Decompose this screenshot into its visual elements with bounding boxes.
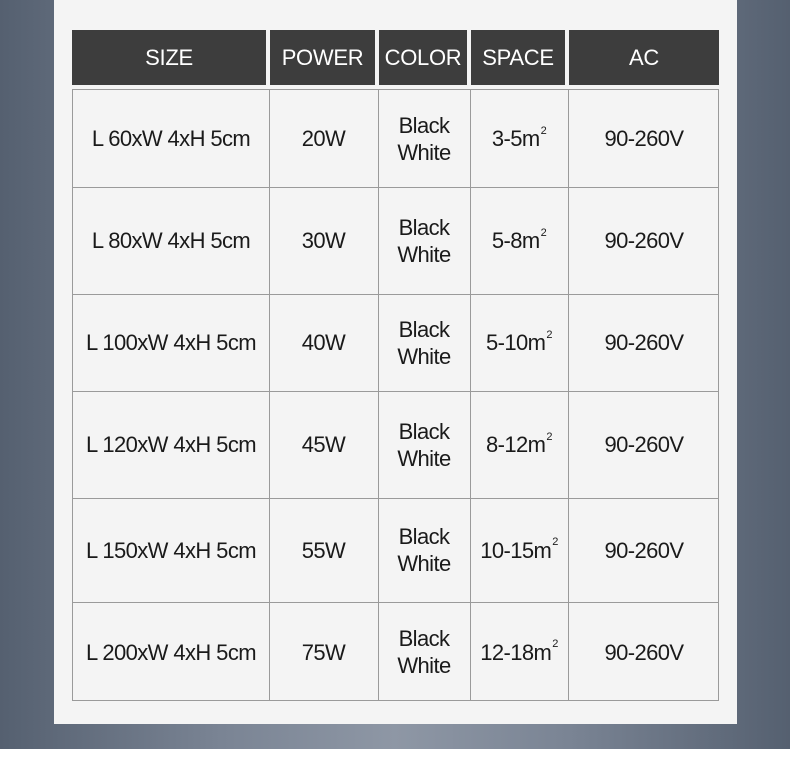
ac-value: 90-260V bbox=[604, 228, 684, 253]
cell-power bbox=[269, 498, 378, 602]
ac-value: 90-260V bbox=[604, 639, 684, 665]
size-value: L 100xW 4xH 5cm bbox=[86, 330, 256, 355]
cell-space bbox=[470, 294, 568, 391]
space-unit-superscript: 2 bbox=[540, 226, 547, 239]
cell-color bbox=[378, 602, 470, 702]
cell-ac bbox=[568, 391, 720, 498]
space-value bbox=[492, 227, 546, 254]
space-unit-superscript: 2 bbox=[546, 430, 552, 443]
header-power: POWER bbox=[270, 30, 375, 85]
header-color: COLOR bbox=[379, 30, 467, 85]
ac-value: 90-260V bbox=[604, 432, 684, 457]
color-value: White bbox=[397, 551, 451, 576]
power-value: 45W bbox=[301, 432, 346, 457]
color-value: White bbox=[397, 343, 451, 369]
header-space: SPACE bbox=[471, 30, 565, 85]
space-text: 5-10m bbox=[486, 330, 546, 355]
cell-size bbox=[73, 90, 269, 187]
cell-color bbox=[378, 90, 470, 187]
color-value: Black bbox=[398, 316, 450, 342]
power-value: 75W bbox=[301, 639, 346, 665]
ac-value: 90-260V bbox=[604, 330, 684, 355]
cell-size bbox=[73, 602, 269, 702]
cell-ac bbox=[568, 602, 720, 702]
cell-size bbox=[73, 294, 269, 391]
cell-power bbox=[269, 187, 378, 294]
cell-space bbox=[470, 498, 568, 602]
power-value: 55W bbox=[301, 537, 346, 563]
color-value: White bbox=[397, 139, 451, 165]
space-text: 3-5m bbox=[491, 126, 540, 151]
color-value: Black bbox=[398, 524, 450, 549]
ac-value: 90-260V bbox=[604, 126, 684, 151]
cell-space bbox=[470, 90, 568, 187]
cell-color bbox=[378, 187, 470, 294]
color-value: Black bbox=[398, 214, 450, 240]
space-text: 12-18m bbox=[480, 639, 552, 665]
size-value: L 120xW 4xH 5cm bbox=[86, 432, 256, 457]
spec-table bbox=[72, 89, 719, 701]
space-text: 10-15m bbox=[480, 537, 552, 563]
cell-space bbox=[470, 187, 568, 294]
ac-value: 90-260V bbox=[604, 537, 684, 563]
header-size: SIZE bbox=[72, 30, 266, 85]
cell-color bbox=[378, 294, 470, 391]
table-header bbox=[72, 30, 719, 85]
cell-size bbox=[73, 187, 269, 294]
space-unit-superscript: 2 bbox=[552, 638, 558, 651]
color-value: Black bbox=[398, 418, 450, 444]
color-value: White bbox=[397, 445, 451, 471]
cell-ac bbox=[568, 498, 720, 602]
cell-space bbox=[470, 602, 568, 702]
cell-ac bbox=[568, 294, 720, 391]
size-value: L 80xW 4xH 5cm bbox=[91, 228, 251, 253]
color-value: White bbox=[397, 241, 451, 267]
power-value: 30W bbox=[301, 228, 346, 253]
space-unit-superscript: 2 bbox=[546, 328, 552, 341]
space-value bbox=[486, 329, 552, 356]
space-unit-superscript: 2 bbox=[540, 124, 547, 137]
size-value: L 150xW 4xH 5cm bbox=[86, 537, 256, 563]
cell-size bbox=[73, 498, 269, 602]
space-text: 8-12m bbox=[486, 432, 546, 457]
header-ac: AC bbox=[569, 30, 719, 85]
power-value: 20W bbox=[301, 126, 346, 151]
space-value bbox=[486, 431, 552, 458]
space-unit-superscript: 2 bbox=[552, 536, 558, 549]
size-value: L 60xW 4xH 5cm bbox=[91, 126, 251, 151]
cell-space bbox=[470, 391, 568, 498]
color-value: Black bbox=[398, 112, 450, 138]
cell-power bbox=[269, 391, 378, 498]
cell-power bbox=[269, 90, 378, 187]
color-value: Black bbox=[398, 626, 450, 651]
space-value bbox=[480, 537, 558, 564]
size-value: L 200xW 4xH 5cm bbox=[86, 639, 256, 665]
cell-color bbox=[378, 498, 470, 602]
cell-size bbox=[73, 391, 269, 498]
cell-power bbox=[269, 294, 378, 391]
color-value: White bbox=[397, 653, 451, 678]
space-value bbox=[480, 639, 558, 666]
power-value: 40W bbox=[301, 330, 346, 355]
cell-ac bbox=[568, 187, 720, 294]
cell-power bbox=[269, 602, 378, 702]
space-text: 5-8m bbox=[491, 228, 540, 253]
cell-color bbox=[378, 391, 470, 498]
cell-ac bbox=[568, 90, 720, 187]
space-value bbox=[492, 125, 546, 152]
